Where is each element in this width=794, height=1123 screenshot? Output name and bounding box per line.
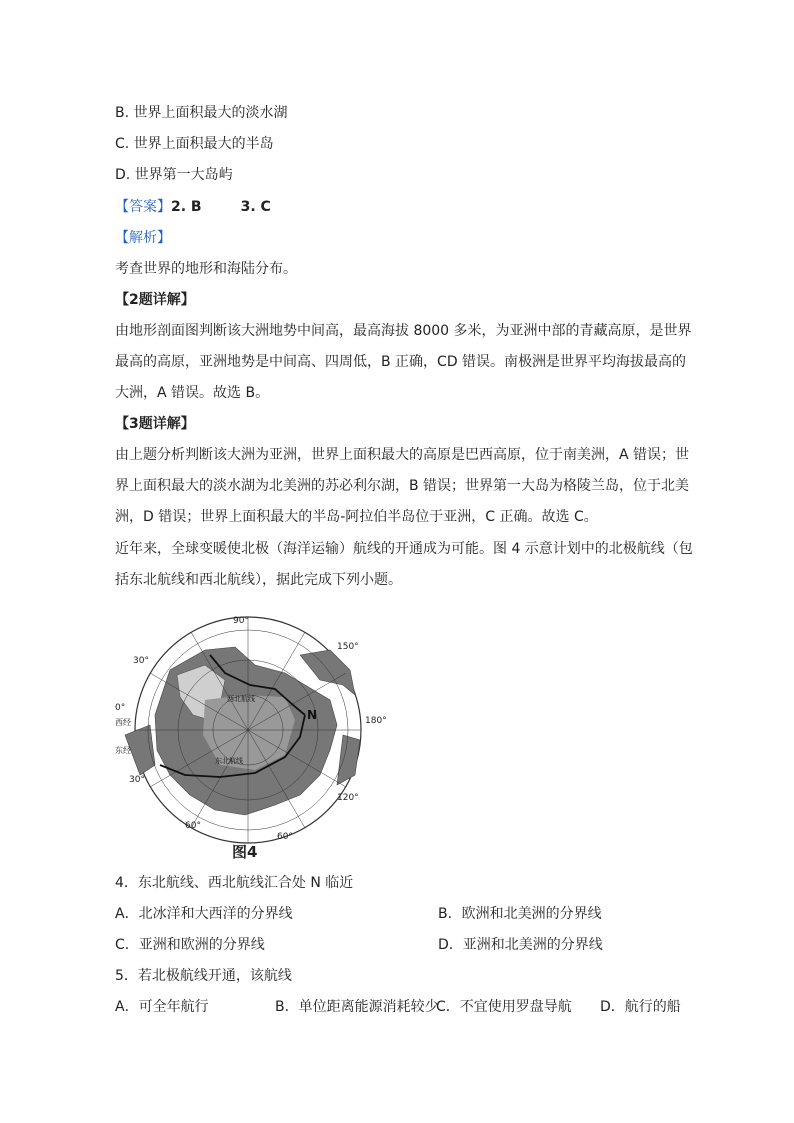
q2-line: 最高的高原，亚洲地势是中间高、四周低，B 正确，CD 错误。南极洲是世界平均海拔最高的 xyxy=(115,354,687,370)
q4-stem: 4．东北航线、西北航线汇合处 N 临近 xyxy=(115,875,354,891)
q2-heading: 【2题详解】 xyxy=(115,292,195,308)
q3-line: 界上面积最大的淡水湖为北美洲的苏必利尔湖，B 错误；世界第一大岛为格陵兰岛，位于北美 xyxy=(115,478,690,494)
option-d: D. 世界第一大岛屿 xyxy=(115,167,233,183)
q3-heading: 【3题详解】 xyxy=(115,416,195,432)
answer-text: 2. B 3. C xyxy=(171,199,271,215)
q5-option-c: C．不宜使用罗盘导航 xyxy=(436,999,572,1015)
option-c: C. 世界上面积最大的半岛 xyxy=(115,136,274,152)
label-180: 180° xyxy=(365,716,387,726)
q4-option-c: C．亚洲和欧洲的分界线 xyxy=(115,937,265,953)
label-30: 30° xyxy=(129,775,145,785)
intro-line: 括东北航线和西北航线），据此完成下列小题。 xyxy=(115,572,402,588)
figure-caption: 图4 xyxy=(232,843,258,861)
label-60b: 60° xyxy=(185,821,201,831)
option-b: B. 世界上面积最大的淡水湖 xyxy=(115,105,288,121)
q5-option-b: B．单位距离能源消耗较少 xyxy=(275,999,439,1015)
q5-stem: 5．若北极航线开通，该航线 xyxy=(115,968,292,984)
label-n: N xyxy=(307,708,318,722)
analysis-text: 考查世界的地形和海陆分布。 xyxy=(115,261,297,277)
label-120: 120° xyxy=(337,793,359,803)
analysis-tag: 【解析】 xyxy=(115,230,171,246)
q3-line: 洲，D 错误；世界上面积最大的半岛-阿拉伯半岛位于亚洲，C 正确。故选 C。 xyxy=(115,509,598,525)
label-150: 150° xyxy=(337,642,359,652)
q4-option-a: A．北冰洋和大西洋的分界线 xyxy=(115,906,293,922)
label-route-nw: 西北航线 xyxy=(227,695,255,703)
label-east: 东经 xyxy=(115,746,131,755)
q4-option-d: D．亚洲和北美洲的分界线 xyxy=(438,937,603,953)
answer-tag: 【答案】 xyxy=(115,199,171,215)
q5-option-d: D．航行的船 xyxy=(600,999,681,1015)
q5-option-a: A．可全年航行 xyxy=(115,999,209,1015)
label-30b: 30° xyxy=(133,656,149,666)
q2-line: 大洲，A 错误。故选 B。 xyxy=(115,385,270,401)
intro-line: 近年来，全球变暖使北极（海洋运输）航线的开通成为可能。图 4 示意计划中的北极航线（包 xyxy=(115,541,693,557)
q3-line: 由上题分析判断该大洲为亚洲，世界上面积最大的高原是巴西高原，位于南美洲，A 错误；世 xyxy=(115,447,690,463)
label-60: 60° xyxy=(277,832,293,842)
label-0: 0° xyxy=(115,703,126,713)
q2-line: 由地形剖面图判断该大洲地势中间高，最高海拔 8000 多米，为亚洲中部的青藏高原，是世界 xyxy=(115,323,692,339)
label-route-ne: 东北航线 xyxy=(215,757,243,765)
arctic-route-map xyxy=(115,616,395,865)
answer-line xyxy=(115,197,271,217)
q4-option-b: B．欧洲和北美洲的分界线 xyxy=(438,906,602,922)
label-90: 90° xyxy=(233,616,249,626)
label-west: 西经 xyxy=(115,718,131,727)
